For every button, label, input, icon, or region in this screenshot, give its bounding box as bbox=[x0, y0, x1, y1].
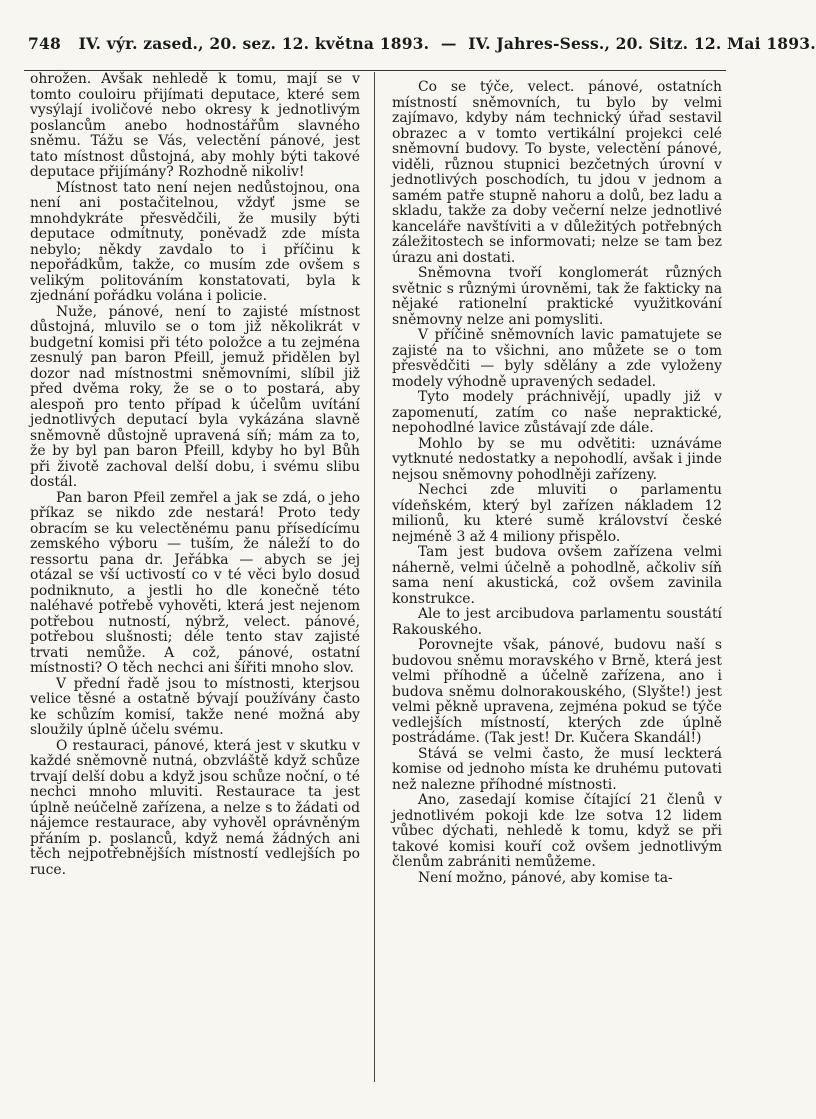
czech-heading: IV. výr. zased., 20. sez. 12. května 1893. bbox=[78, 34, 430, 53]
paragraph: Ano, zasedají komise čítající 21 členů v jednotlivém pokoji kde lze sotva 12 lidem vůbec dýchati, nehledě k tomu, když se při takové komisi kouří což ovšem jednotlivým členům zabrániti nemůžeme. bbox=[392, 792, 722, 870]
paragraph: Místnost tato není nejen nedůstojnou, ona není ani postačitelnou, vždyť jsme se mnohdykráte přesvědčili, že musily býti deputace odmítnuty, poněvadž zde místa nebylo; někdy zavdalo to i příčinu k nepořádkům, takže, co musím zde ovšem s velikým politováním konstatovati, byla k zjednání pořádku volána i policie. bbox=[30, 179, 360, 304]
paragraph: Není možno, pánové, aby komise ta- bbox=[418, 869, 673, 886]
paragraph: ohrožen. Avšak nehledě k tomu, mají se v tomto couloiru přijímati deputace, které sem vysýlají ivoličové nebo okresy k jednotlivým poslancům anebo hodnostářům slavného sněmu. Tážu se Vás, velectění pánové, jest tato místnost důstojná, aby mohly býti takové deputace přijímány? Rozhodně nikoliv! bbox=[30, 71, 360, 180]
page-header bbox=[28, 34, 816, 64]
paragraph: Tam jest budova ovšem zařízena velmi náherně, velmi účelně a pohodlně, ačkoliv síň sama není akustická, což ovšem zavinila konstrukce. bbox=[392, 544, 722, 607]
page-number: 748 bbox=[28, 34, 61, 53]
paragraph: Stává se velmi často, že musí leckterá komise od jednoho místa ke druhému putovati než nalezne příhodné místnosti. bbox=[392, 745, 722, 793]
left-column bbox=[30, 72, 360, 878]
column-divider bbox=[374, 72, 375, 1082]
heading-separator: — bbox=[440, 34, 457, 53]
paragraph: Co se týče, velect. pánové, ostatních místností sněmovních, tu bylo by velmi zajímavo, kdyby nám technický úřad sestavil obrazec a v tomto vertikální projekci celé sněmovní budovy. To byste, velectění pánové, viděli, různou stupnici bezčetných úrovní v jednotlivých poschodích, tu jdou v jednom a samém patře stupně nahoru a dolů, bez ladu a skladu, takže za doby večerní nelze jednotlivé kanceláře navštíviti a v důležitých potřebných záležitostech se informovati; nelze se tam bez úrazu ani dostati. bbox=[392, 79, 722, 266]
right-column bbox=[392, 80, 722, 886]
paragraph: Tyto modely práchnivějí, upadly již v zapomenutí, zatím co naše nepraktické, nepohodlné lavice zůstávají zde dále. bbox=[392, 389, 722, 436]
paragraph: Ale to jest arcibudova parlamentu soustátí Rakouského. bbox=[392, 606, 722, 638]
paragraph: Nuže, pánové, není to zajisté místnost důstojná, mluvilo se o tom již několikrát v budgetní komisi při této položce a tu zejména zesnulý pan baron Pfeill, jemuž přidělen byl dozor nad místnostmi sněmovními, slíbil již před dvěma roky, že se o to postará, aby alespoň pro tento případ k účelům uvítání jednotlivých deputací byla vykázána slavně sněmovně důstojně upravená síň; mám za to, že by byl pan baron Pfeill, kdyby ho byl Bůh při životě zachoval delší dobu, i svému slibu dostál. bbox=[30, 303, 360, 490]
paragraph: Sněmovna tvoří konglomerát různých světnic s různými úrovněmi, tak že fakticky na nějaké rationelní praktické využitkování sněmovny nelze ani pomysliti. bbox=[392, 265, 722, 328]
paragraph: V příčině sněmovních lavic pamatujete se zajisté na to všichni, ano můžete se o tom přesvědčiti — byly sdělány a zde vyloženy modely výhodně upravených sedadel. bbox=[392, 327, 722, 390]
paragraph: Nechci zde mluviti o parlamentu vídeňském, který byl zařízen nákladem 12 milionů, ku které sumě království české nejméně 3 až 4 miliony přispělo. bbox=[392, 482, 722, 545]
paragraph: Porovnejte však, pánové, budovu naší s budovou sněmu moravského v Brně, která jest velmi příhodně a účelně zařízena, ano i budova sněmu dolnorakouského, (Slyšte!) jest velmi pěkně upravena, zejména pokud se týče vedlejších místností, kterých zde úplně postrádáme. (Tak jest! Dr. Kučera Skandál!) bbox=[392, 637, 722, 746]
paragraph: V přední řadě jsou to místnosti, kterjsou velice těsné a ostatně bývají používány často ke schůzím komisí, takže nené možná aby sloužily úplně účelu svému. bbox=[30, 675, 360, 738]
paragraph: Mohlo by se mu odvětiti: uznáváme vytknuté nedostatky a nepohodlí, avšak i jinde nejsou sněmovny pohodlněji zařízeny. bbox=[392, 435, 722, 483]
german-heading: IV. Jahres-Sess., 20. Sitz. 12. Mai 1893. bbox=[468, 34, 816, 53]
paragraph: O restauraci, pánové, která jest v skutku v každé sněmovně nutná, obzvláště když schůze trvají delší dobu a když jsou schůze noční, o té nechci mnoho mluviti. Restaurace ta jest úplně neúčelně zařízena, a nelze s to žádati od nájemce restaurace, aby vyhověl oprávněným přáním p. poslanců, když nemá žádných ani těch nejpotřebnějších místností vedlejších po ruce. bbox=[30, 737, 360, 878]
paragraph: Pan baron Pfeil zemřel a jak se zdá, o jeho příkaz se nikdo zde nestará! Proto tedy obracím se ku velectěnému panu přísedícímu zemského výboru — tuším, že náleží to do ressortu pana dr. Jeřábka — abych se jej otázal se vší uctivostí co v té věci bylo dosud podniknuto, a jestli ho dle konečně této naléhavé potřebě vyhověti, která jest nejenom potřebou nutností, nýbrž, velect. pánové, potřebou slušnosti; déle tento stav zajisté trvati nemůže. A což, pánové, ostatní místnosti? O těch nechci ani šířiti mnoho slov. bbox=[30, 489, 360, 676]
